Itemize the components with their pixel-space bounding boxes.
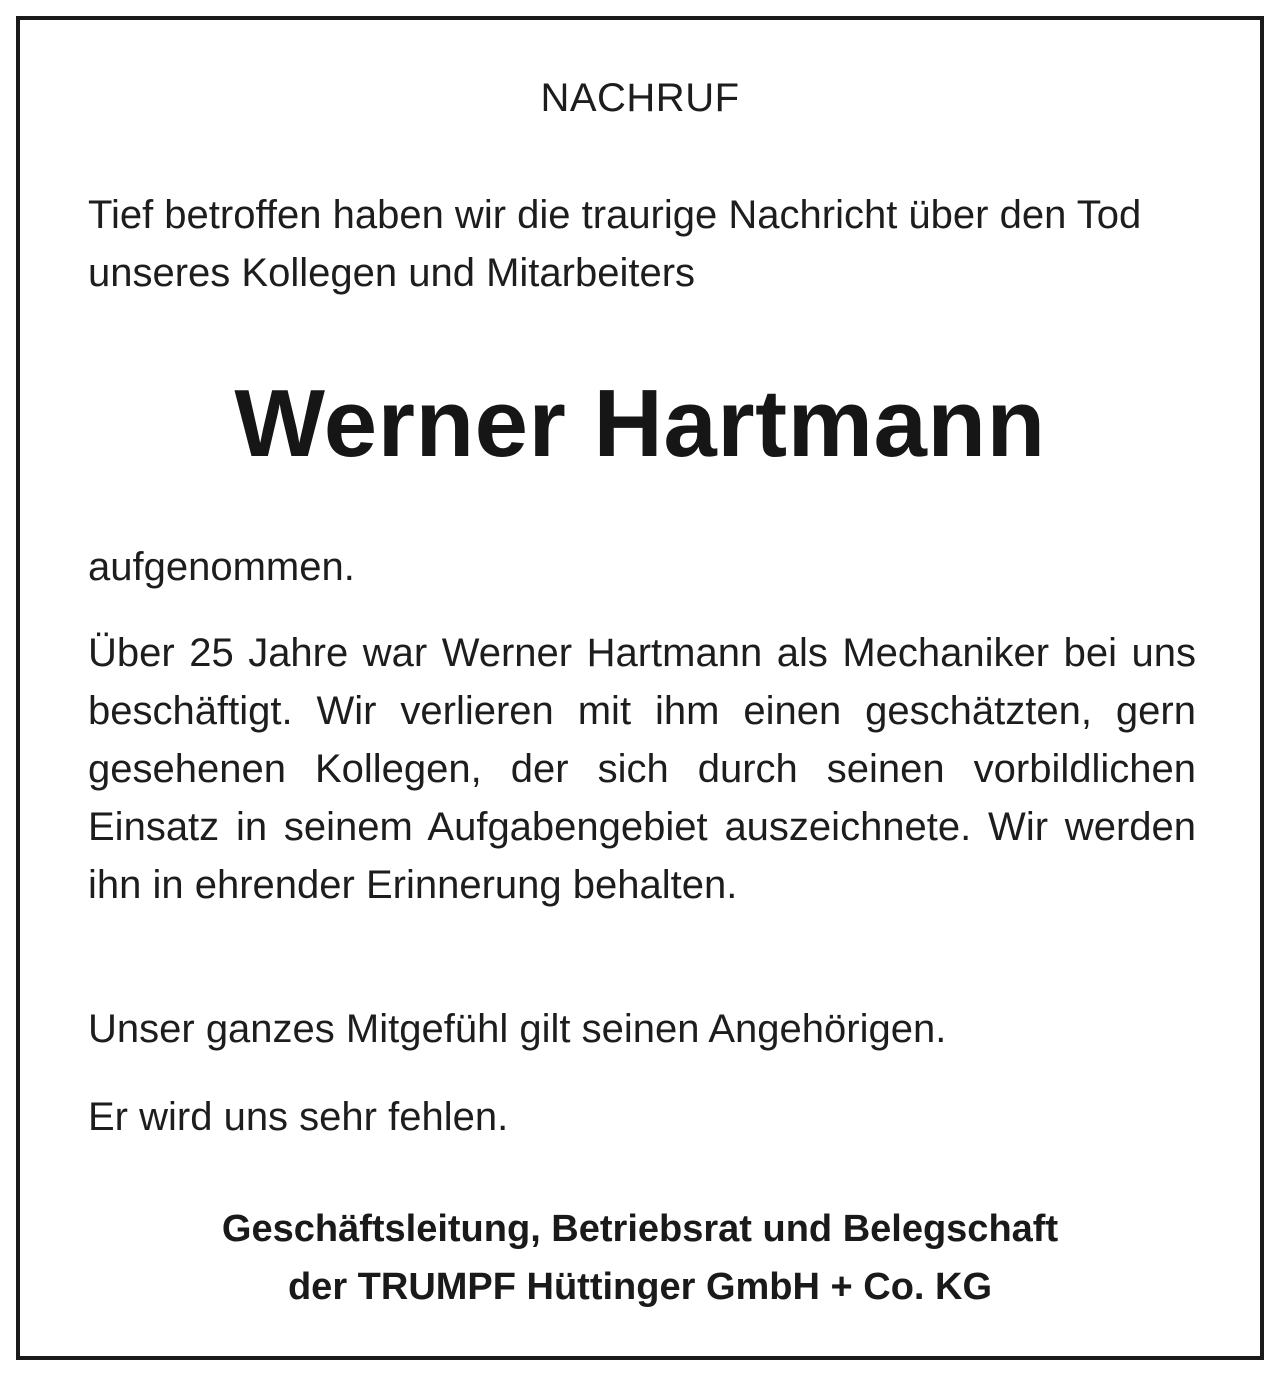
notice-heading: NACHRUF [540, 76, 740, 120]
obituary-notice [16, 16, 1264, 1360]
closing-text: Er wird uns sehr fehlen. [88, 1095, 509, 1139]
intro-text: Tief betroffen haben wir die traurige Nachricht über den Tod unseres Kollegen und Mitarbeiters [88, 193, 1142, 295]
deceased-name: Werner Hartmann [234, 370, 1046, 477]
signature-block [20, 1200, 1260, 1316]
received-text: aufgenommen. [88, 545, 355, 589]
signature-line-2: der TRUMPF Hüttinger GmbH + Co. KG [287, 1266, 993, 1308]
tribute-paragraph: Über 25 Jahre war Werner Hartmann als Mechaniker bei uns beschäftigt. Wir verlieren mit ihm einen geschätzten, gern gesehenen Kollegen, der sich durch seinen vorbildlichen Einsatz in seinem Aufgabengebiet auszeichnete. Wir werden ihn in ehrender Erinnerung behalten. [88, 631, 1196, 907]
sympathy-text: Unser ganzes Mitgefühl gilt seinen Angehörigen. [88, 1007, 947, 1051]
signature-line-1: Geschäftsleitung, Betriebsrat und Belegschaft [221, 1208, 1059, 1250]
